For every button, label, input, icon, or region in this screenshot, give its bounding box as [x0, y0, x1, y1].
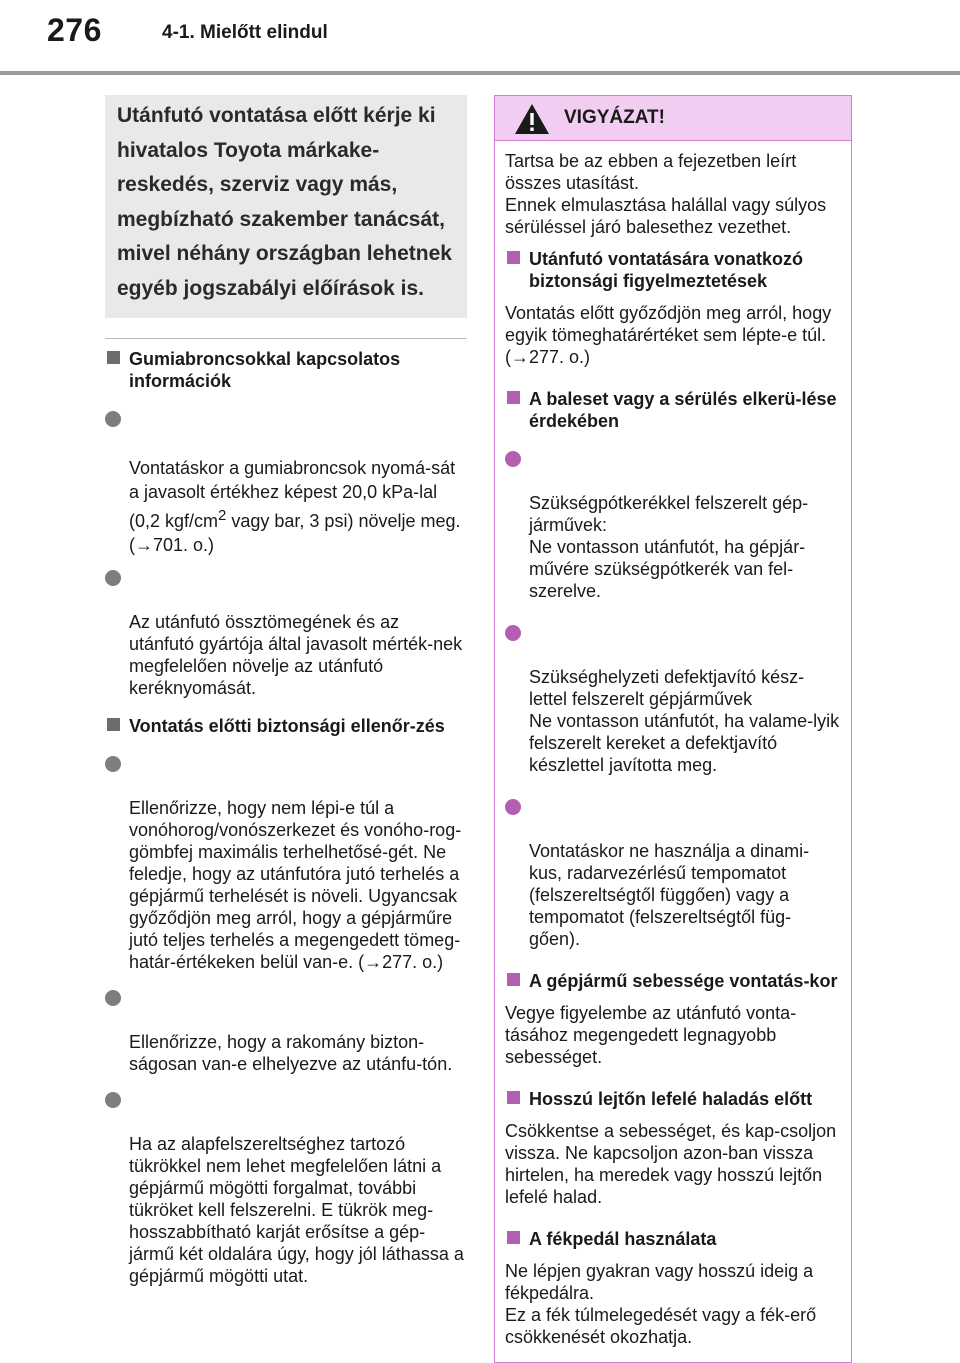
caution-header: [495, 96, 851, 141]
header-rule: [0, 71, 960, 75]
caution-intro: Tartsa be az ebben a fejezetben leírt összes utasítást. Ennek elmulasztása halállal vagy súlyos sérüléssel járó balesethez vezethet.: [505, 151, 827, 237]
round-bullet-icon: [105, 990, 121, 1006]
list-item: Vontatáskor ne használja a dinami-kus, radarvezérlésű tempomatot (felszereltségtől függően) vagy a tempomatot (felszereltségtől füg-gően).: [505, 796, 841, 950]
intro-text: Utánfutó vontatása előtt kérje ki hivatalos Toyota márkakereskedés, szerviz vagy más, megbízható szakember tanácsát, mivel néhány országban lehetnek egyéb jogszabályi előírások is.: [117, 104, 452, 300]
warning-triangle-icon: [514, 103, 550, 135]
square-bullet-icon: [507, 251, 520, 264]
caution-box: [494, 95, 852, 1363]
round-bullet-icon: [505, 799, 521, 815]
section-heading-safety-check: Vontatás előtti biztonsági ellenőr-zés: [105, 715, 467, 737]
caution-paragraph: Vontatás előtt győződjön meg arról, hogy egyik tömeghatárértéket sem lépte-e túl. (→277. o.): [505, 303, 832, 367]
caution-paragraph: Csökkentse a sebességet, és kap-csoljon vissza. Ne kapcsoljon azon-ban vissza hirtelen, ha meredek vagy hosszú lejtőn lefelé halad.: [505, 1121, 837, 1207]
list-item: Vontatáskor a gumiabroncsok nyomá-sát a javasolt értékhez képest 20,0 kPa-lal (0,2 kgf/$cm^2$ vagy bar, 3 psi) növelje meg. (→701. o.): [105, 408, 467, 557]
list-item: Szükséghelyzeti defektjavító kész-lettel felszerelt gépjárművek Ne vontasson utánfutót, ha valame-lyik felszerelt kereket a defektjavító készlettel javította meg.: [505, 622, 841, 776]
list-item: Ellenőrizze, hogy a rakomány bizton-ságosan van-e elhelyezve az utánfu-tón.: [105, 987, 467, 1075]
list-item: Az utánfutó össztömegének és az utánfutó gyártója által javasolt mérték-nek megfelelően növelje az utánfutó keréknyomását.: [105, 567, 467, 699]
caution-title: VIGYÁZAT!: [564, 107, 665, 128]
square-bullet-icon: [107, 718, 120, 731]
caution-heading-speed: A gépjármű sebessége vontatás-kor: [505, 970, 841, 992]
section-title: 4-1. Mielőtt elindul: [162, 22, 328, 43]
list-item: Ellenőrizze, hogy nem lépi-e túl a vonóhorog/vonószerkezet és vonóho-rog-gömbfej maximális terhelhetősé-gét. Ne feledje, hogy az utánfutóra jutó terhelés a gépjármű terhelését is növeli. Ugyancsak győződjön meg arról, hogy a gépjárműre jutó teljes terhelés a megengedett tömeg-határ-értékeken belül van-e. (→277. o.): [105, 753, 467, 973]
square-bullet-icon: [507, 973, 520, 986]
caution-heading-brake-pedal: A fékpedál használata: [505, 1228, 841, 1250]
caution-paragraph: Vegye figyelembe az utánfutó vonta-tásához megengedett legnagyobb sebességet.: [505, 1003, 797, 1067]
caution-heading-towing-safety: Utánfutó vontatására vonatkozó biztonsági figyelmeztetések: [505, 248, 841, 292]
round-bullet-icon: [505, 451, 521, 467]
square-bullet-icon: [507, 1091, 520, 1104]
section-heading-tires: Gumiabroncsokkal kapcsolatos információk: [105, 348, 467, 392]
square-bullet-icon: [107, 351, 120, 364]
page-number: 276: [47, 12, 102, 48]
round-bullet-icon: [105, 411, 121, 427]
round-bullet-icon: [105, 1092, 121, 1108]
square-bullet-icon: [507, 1231, 520, 1244]
round-bullet-icon: [505, 625, 521, 641]
caution-paragraph: Ne lépjen gyakran vagy hosszú ideig a fékpedálra. Ez a fék túlmelegedését vagy a fék-erő csökkenését okozhatja.: [505, 1261, 817, 1347]
round-bullet-icon: [105, 570, 121, 586]
left-column: [105, 95, 467, 1287]
square-bullet-icon: [507, 391, 520, 404]
list-item: Ha az alapfelszereltséghez tartozó tükrökkel nem lehet megfelelően látni a gépjármű mögötti forgalmat, további tükröket kell felszerelni. E tükrök meg-hosszabbítható karját erősítse a gép-jármű két oldalára úgy, hogy jól láthassa a gépjármű mögötti utat.: [105, 1089, 467, 1287]
caution-body: [495, 141, 851, 1362]
list-item: Szükségpótkerékkel felszerelt gép-járművek: Ne vontasson utánfutót, ha gépjár-művére szükségpótkerék van fel-szerelve.: [505, 448, 841, 602]
divider: [105, 338, 467, 339]
right-column: [494, 95, 852, 1363]
round-bullet-icon: [105, 756, 121, 772]
page-header: [0, 0, 960, 80]
caution-heading-accident-avoidance: A baleset vagy a sérülés elkerü-lése érdekében: [505, 388, 841, 432]
caution-heading-downhill: Hosszú lejtőn lefelé haladás előtt: [505, 1088, 841, 1110]
intro-box: [105, 95, 467, 318]
